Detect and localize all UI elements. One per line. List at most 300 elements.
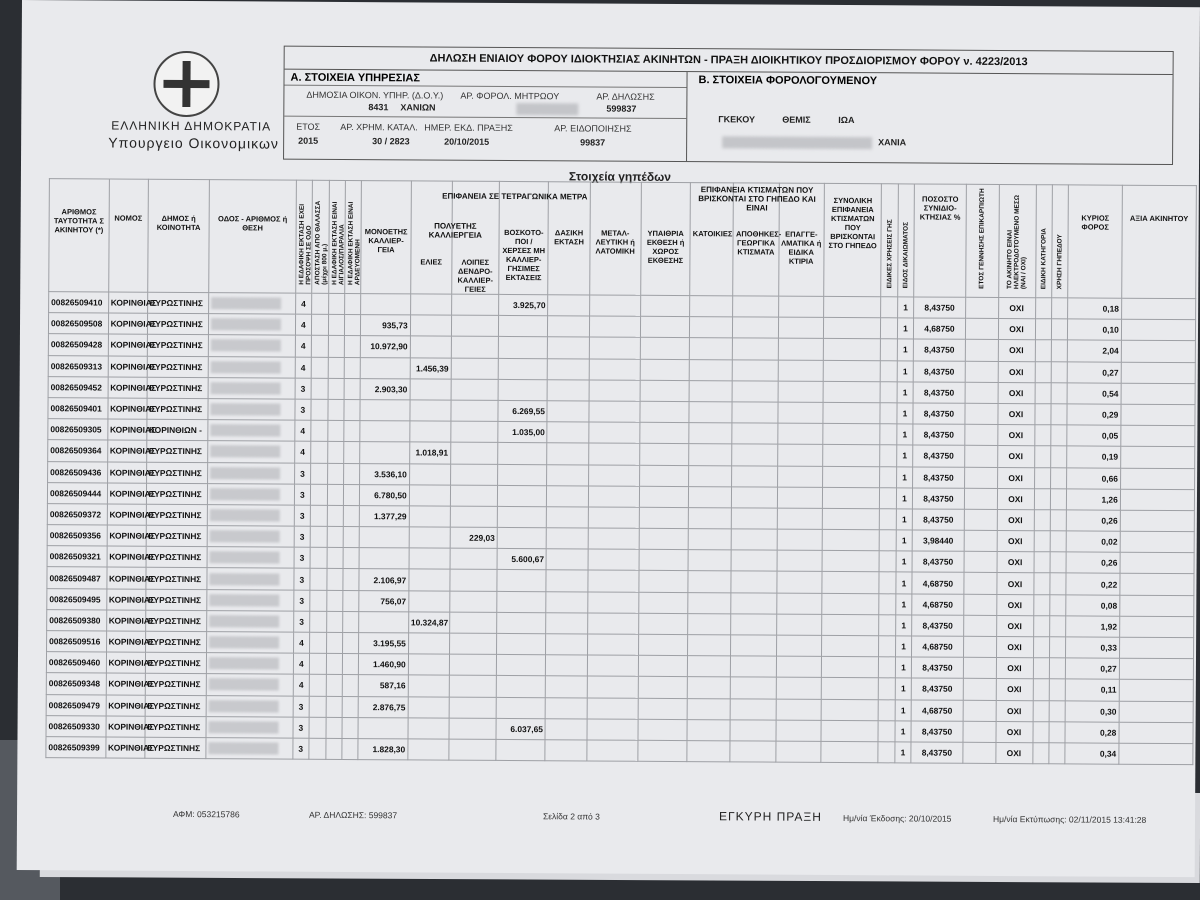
cell-axia xyxy=(1120,531,1194,553)
cell-id: 00826509372 xyxy=(47,504,107,526)
cell-voskotopoi xyxy=(497,527,546,548)
cell-synoliki xyxy=(823,402,881,424)
cell-odos xyxy=(209,293,295,315)
cell-meso: ΟΧΙ xyxy=(998,319,1035,340)
cell-eidos: 1 xyxy=(896,572,913,593)
cell-eidos: 1 xyxy=(895,636,912,657)
state-emblem-icon xyxy=(153,51,219,117)
document-page xyxy=(17,0,1200,877)
cell-dasiki xyxy=(546,549,587,570)
cell-monoeteis: 10.972,90 xyxy=(361,336,410,357)
cell-epaggelmatika xyxy=(777,550,822,571)
cell-etos-gen xyxy=(963,657,996,678)
cell-axia xyxy=(1121,362,1195,384)
cell-dasiki xyxy=(548,358,589,379)
cell-eidiki-kat xyxy=(1035,382,1052,403)
redacted-address xyxy=(722,136,872,149)
cell-synoliki xyxy=(822,593,880,615)
cell-irrigated xyxy=(342,675,359,696)
cell-axia xyxy=(1121,404,1195,426)
cell-dasiki xyxy=(546,697,587,718)
cell-nomos: ΚΟΡΙΝΘΙΑΣ xyxy=(107,483,146,504)
cell-eidikes xyxy=(881,339,898,360)
cell-katoikies xyxy=(689,380,732,401)
year-label: ΕΤΟΣ xyxy=(296,121,321,132)
cell-odos xyxy=(208,483,294,505)
cell-kyrios: 0,11 xyxy=(1066,679,1120,701)
cell-nomos: ΚΟΡΙΝΘΙΑΣ xyxy=(107,567,146,588)
cell-elies: 10.324,87 xyxy=(408,612,449,633)
cell-metalleytiki xyxy=(588,401,640,423)
cell-shore xyxy=(327,548,344,569)
col-voskotopoi: ΒΟΣΚΟΤΟ-ΠΟΙ / ΧΕΡΣΕΣ ΜΗ ΚΑΛΛΙΕΡ-ΓΗΣΙΜΕΣ ΕΚΤΑΣΕΙΣ xyxy=(499,181,549,294)
cell-voskotopoi xyxy=(496,676,545,697)
cell-dimos: ΕΥΡΩΣΤΙΝΗΣ xyxy=(147,356,209,378)
cell-axia xyxy=(1120,595,1194,617)
cell-epaggelmatika xyxy=(775,741,820,762)
cell-irrigated xyxy=(344,463,361,484)
cell-id: 00826509330 xyxy=(46,715,106,737)
cell-axia xyxy=(1120,468,1194,490)
cell-epaggelmatika xyxy=(778,402,823,423)
cell-epaggelmatika xyxy=(777,529,822,550)
cell-voskotopoi xyxy=(496,655,545,676)
cell-eidos: 1 xyxy=(897,318,914,339)
cell-pososto: 8,43750 xyxy=(913,361,965,383)
redacted-registry xyxy=(516,103,578,115)
col-ypaithria: ΥΠΑΙΘΡΙΑ ΕΚΘΕΣΗ ή ΧΩΡΟΣ ΕΚΘΕΣΗΣ xyxy=(641,182,691,295)
cell-epaggelmatika xyxy=(778,317,823,338)
cell-nomos: ΚΟΡΙΝΘΙΑΣ xyxy=(108,377,147,398)
cell-voskotopoi xyxy=(498,358,547,379)
cell-voskotopoi xyxy=(496,697,545,718)
cell-frontage: 4 xyxy=(293,675,310,696)
cell-monoeteis xyxy=(361,294,410,315)
doy-name: ΧΑΝΙΩΝ xyxy=(400,102,436,113)
cell-sea xyxy=(310,526,327,547)
cell-nomos: ΚΟΡΙΝΘΙΑΣ xyxy=(105,737,144,758)
cell-axia xyxy=(1119,743,1193,765)
cell-sea xyxy=(311,378,328,399)
cell-sea xyxy=(310,484,327,505)
cell-shore xyxy=(326,569,343,590)
cell-apothikes xyxy=(730,741,775,762)
cell-etos-gen xyxy=(964,530,997,551)
cell-dimos: ΕΥΡΩΣΤΙΝΗΣ xyxy=(147,292,209,314)
cell-ypaithria xyxy=(640,316,689,337)
cell-apothikes xyxy=(731,698,776,719)
cell-monoeteis: 1.828,30 xyxy=(358,739,407,760)
cell-sea xyxy=(312,314,329,335)
cell-eidikes xyxy=(880,466,897,487)
cell-xrisi xyxy=(1050,616,1067,637)
cell-eidikes xyxy=(880,424,897,445)
cell-katoikies xyxy=(690,317,733,338)
cell-eidiki-kat xyxy=(1035,319,1052,340)
cell-epaggelmatika xyxy=(777,572,822,593)
cell-irrigated xyxy=(344,421,361,442)
cell-nomos: ΚΟΡΙΝΘΙΑΣ xyxy=(107,462,146,483)
cell-sea xyxy=(310,548,327,569)
cell-loipes xyxy=(451,442,498,463)
cell-epaggelmatika xyxy=(776,720,821,741)
cell-metalleytiki xyxy=(588,464,640,486)
cell-shore xyxy=(327,420,344,441)
col-nomos: ΝΟΜΟΣ xyxy=(108,179,148,292)
cell-dimos: ΕΥΡΩΣΤΙΝΗΣ xyxy=(145,589,207,611)
cell-ypaithria xyxy=(638,655,687,676)
table-caption: Στοιχεία γηπέδων xyxy=(568,169,672,184)
cell-eidiki-kat xyxy=(1032,743,1049,764)
cell-eidiki-kat xyxy=(1035,361,1052,382)
cell-eidos: 1 xyxy=(896,551,913,572)
cell-axia xyxy=(1120,510,1194,532)
cell-kyrios: 0,27 xyxy=(1066,658,1120,680)
cell-katoikies xyxy=(689,359,732,380)
cell-xrisi xyxy=(1049,637,1066,658)
redacted-address xyxy=(210,530,280,542)
cell-dasiki xyxy=(547,485,588,506)
cell-id: 00826509460 xyxy=(46,652,106,674)
cell-irrigated xyxy=(344,442,361,463)
cell-id: 00826509444 xyxy=(47,482,107,504)
notice-value: 99837 xyxy=(580,137,606,148)
cell-voskotopoi: 5.600,67 xyxy=(497,549,546,570)
cell-eidos: 1 xyxy=(896,466,913,487)
cell-etos-gen xyxy=(964,424,997,445)
cell-voskotopoi xyxy=(497,612,546,633)
year-value: 2015 xyxy=(298,135,319,146)
cell-katoikies xyxy=(688,635,731,656)
cell-eidos: 1 xyxy=(895,678,912,699)
cell-irrigated xyxy=(343,590,360,611)
cell-shore xyxy=(326,717,343,738)
redacted-address xyxy=(211,340,281,352)
cell-irrigated xyxy=(344,315,361,336)
cell-epaggelmatika xyxy=(776,699,821,720)
cell-dasiki xyxy=(547,401,588,422)
cell-meso: ΟΧΙ xyxy=(997,446,1034,467)
cell-metalleytiki xyxy=(587,676,639,698)
cell-ypaithria xyxy=(640,359,689,380)
cell-eidos: 1 xyxy=(897,339,914,360)
cell-nomos: ΚΟΡΙΝΘΙΑΣ xyxy=(108,356,147,377)
cell-kyrios: 0,29 xyxy=(1067,404,1121,426)
cell-meso: ΟΧΙ xyxy=(996,658,1033,679)
cell-pososto: 8,43750 xyxy=(911,742,963,764)
col-apothikes: ΑΠΟΘΗΚΕΣ-ΓΕΩΡΓΙΚΑ ΚΤΙΣΜΑΤΑ xyxy=(733,183,779,296)
cell-loipes xyxy=(451,400,498,421)
cell-kyrios: 1,26 xyxy=(1067,489,1121,511)
cell-dimos: ΕΥΡΩΣΤΙΝΗΣ xyxy=(145,674,207,696)
cell-odos xyxy=(207,610,293,632)
cell-monoeteis: 1.460,90 xyxy=(359,654,408,675)
cell-elies xyxy=(410,294,451,315)
cell-elies xyxy=(409,548,450,569)
cell-nomos: ΚΟΡΙΝΘΙΑΣ xyxy=(108,313,147,334)
cell-meso: ΟΧΙ xyxy=(997,509,1034,530)
cell-sea xyxy=(309,696,326,717)
cell-axia xyxy=(1120,574,1194,596)
cell-metalleytiki xyxy=(587,719,639,741)
cell-katoikies xyxy=(688,592,731,613)
cell-kyrios: 0,30 xyxy=(1065,700,1119,722)
cell-voskotopoi xyxy=(497,633,546,654)
cell-shore xyxy=(327,484,344,505)
cell-frontage: 4 xyxy=(295,293,312,314)
cell-id: 00826509487 xyxy=(47,567,107,589)
cell-odos xyxy=(208,505,294,527)
cell-elies xyxy=(408,739,449,760)
cell-etos-gen xyxy=(964,552,997,573)
cell-eidos: 1 xyxy=(895,657,912,678)
cell-loipes xyxy=(450,548,497,569)
cell-irrigated xyxy=(343,569,360,590)
cell-xrisi xyxy=(1049,722,1066,743)
cell-meso: ΟΧΙ xyxy=(998,340,1035,361)
cell-voskotopoi xyxy=(498,485,547,506)
cell-frontage: 3 xyxy=(293,738,310,759)
cell-id: 00826509364 xyxy=(48,440,108,462)
cell-odos xyxy=(206,695,292,717)
cell-eidiki-kat xyxy=(1033,658,1050,679)
cell-loipes xyxy=(449,718,496,739)
cell-meso: ΟΧΙ xyxy=(998,382,1035,403)
cell-katoikies xyxy=(689,486,732,507)
col-katoikies: ΕΠΙΦΑΝΕΙΑ ΚΤΙΣΜΑΤΩΝ ΠΟΥ ΒΡΙΣΚΟΝΤΑΙ ΣΤΟ ΓΗΠΕΔΟ ΚΑΙ ΕΙΝΑΙ ΚΑΤΟΙΚΙΕΣ xyxy=(690,183,734,296)
cell-odos xyxy=(208,377,294,399)
cell-shore xyxy=(328,293,345,314)
cell-dasiki xyxy=(547,507,588,528)
cell-odos xyxy=(207,589,293,611)
cell-apothikes xyxy=(732,529,777,550)
cell-dasiki xyxy=(545,718,586,739)
col-metalleytiki: ΜΕΤΑΛ-ΛΕΥΤΙΚΗ ή ΛΑΤΟΜΙΚΗ xyxy=(589,182,641,295)
cell-synoliki xyxy=(821,614,879,636)
cell-pososto: 3,98440 xyxy=(912,530,964,552)
cell-katoikies xyxy=(689,507,732,528)
cell-apothikes xyxy=(732,444,777,465)
cell-xrisi xyxy=(1050,594,1067,615)
cell-ypaithria xyxy=(639,486,688,507)
properties-table xyxy=(45,178,1197,765)
cell-eidikes xyxy=(880,487,897,508)
cell-pososto: 8,43750 xyxy=(913,488,965,510)
cell-dimos: ΕΥΡΩΣΤΙΝΗΣ xyxy=(147,398,209,420)
col-kyrios: ΚΥΡΙΟΣ ΦΟΡΟΣ xyxy=(1068,185,1122,298)
cell-pososto: 8,43750 xyxy=(912,551,964,573)
cell-etos-gen xyxy=(964,488,997,509)
cell-eidikes xyxy=(881,360,898,381)
cell-dimos: ΕΥΡΩΣΤΙΝΗΣ xyxy=(147,377,209,399)
cell-apothikes xyxy=(731,677,776,698)
col-meso: ΤΟ ΑΚΙΝΗΤΟ ΕΙΝΑΙ ΗΛΕΚΤΡΟΔΟΤΟΥΜΕΝΟ ΜΕΣΩ (ΝΑΙ / ΟΧΙ) xyxy=(998,184,1036,297)
cell-sea xyxy=(311,357,328,378)
col-dasiki: ΔΑΣΙΚΗ ΕΚΤΑΣΗ xyxy=(548,182,590,295)
cell-metalleytiki xyxy=(589,380,641,402)
cell-loipes xyxy=(449,697,496,718)
cell-kyrios: 0,18 xyxy=(1068,298,1122,320)
cell-nomos: ΚΟΡΙΝΘΙΑΣ xyxy=(108,398,147,419)
cell-irrigated xyxy=(345,293,362,314)
cell-dimos: ΕΥΡΩΣΤΙΝΗΣ xyxy=(145,737,207,759)
cell-loipes xyxy=(449,612,496,633)
cell-frontage: 3 xyxy=(293,696,310,717)
cell-elies xyxy=(408,590,449,611)
cell-etos-gen xyxy=(963,679,996,700)
cell-loipes xyxy=(449,675,496,696)
cell-dasiki xyxy=(547,379,588,400)
cell-nomos: ΚΟΡΙΝΘΙΑΣ xyxy=(107,525,146,546)
cell-eidos: 1 xyxy=(896,509,913,530)
cell-monoeteis: 2.106,97 xyxy=(359,569,408,590)
cell-monoeteis: 1.377,29 xyxy=(360,505,409,526)
redacted-address xyxy=(210,509,280,521)
cell-elies xyxy=(408,654,449,675)
redacted-address xyxy=(209,657,279,669)
cell-meso: ΟΧΙ xyxy=(996,636,1033,657)
cell-voskotopoi xyxy=(497,591,546,612)
cell-ypaithria xyxy=(640,401,689,422)
cell-xrisi xyxy=(1050,552,1067,573)
cell-sea xyxy=(311,442,328,463)
col-seashore: Η ΕΔΑΦΙΚΗ ΕΚΤΑΣΗ ΕΙΝΑΙ ΑΙΓΙΑΛΟΣ/ΠΑΡΑΛΙΑ xyxy=(328,180,345,293)
cell-ypaithria xyxy=(640,444,689,465)
cell-ypaithria xyxy=(639,550,688,571)
redacted-address xyxy=(211,297,281,309)
cell-elies xyxy=(410,421,451,442)
cell-dimos: ΕΥΡΩΣΤΙΝΗΣ xyxy=(146,547,208,569)
cell-eidiki-kat xyxy=(1034,488,1051,509)
cell-ypaithria xyxy=(639,528,688,549)
cell-ypaithria xyxy=(639,592,688,613)
col-xrisi: ΧΡΗΣΗ ΓΗΠΕΔΟΥ xyxy=(1052,185,1069,298)
cell-monoeteis: 587,16 xyxy=(359,675,408,696)
cell-metalleytiki xyxy=(589,316,641,338)
cell-eidos: 1 xyxy=(897,360,914,381)
cell-irrigated xyxy=(343,484,360,505)
cell-synoliki xyxy=(821,657,879,679)
cell-shore xyxy=(328,315,345,336)
cell-eidos: 1 xyxy=(897,424,914,445)
cell-sea xyxy=(310,632,327,653)
cell-katoikies xyxy=(690,338,733,359)
cell-xrisi xyxy=(1050,573,1067,594)
cell-axia xyxy=(1119,616,1193,638)
cell-frontage: 4 xyxy=(294,420,311,441)
footer-afm: ΑΦΜ: 053215786 xyxy=(173,808,240,820)
cell-monoeteis xyxy=(360,527,409,548)
cell-shore xyxy=(325,738,342,759)
cell-meso: ΟΧΙ xyxy=(995,742,1032,763)
doy-label: ΔΗΜΟΣΙΑ ΟΙΚΟΝ. ΥΠΗΡ. (Δ.Ο.Υ.) xyxy=(306,89,444,101)
cell-epaggelmatika xyxy=(777,487,822,508)
cell-eidikes xyxy=(880,382,897,403)
cell-katoikies xyxy=(687,741,730,762)
cell-odos xyxy=(208,462,294,484)
cell-katoikies xyxy=(690,296,733,317)
cell-odos xyxy=(209,335,295,357)
registry-label: ΑΡ. ΦΟΡΟΛ. ΜΗΤΡΩΟΥ xyxy=(460,90,560,102)
cell-elies xyxy=(409,485,450,506)
cell-id: 00826509479 xyxy=(46,694,106,716)
cell-odos xyxy=(207,526,293,548)
cell-metalleytiki xyxy=(587,613,639,635)
cell-ypaithria xyxy=(639,507,688,528)
cell-xrisi xyxy=(1051,319,1068,340)
cell-id: 00826509436 xyxy=(48,461,108,483)
cell-elies xyxy=(409,569,450,590)
cell-xrisi xyxy=(1049,658,1066,679)
cell-xrisi xyxy=(1051,404,1068,425)
cell-id: 00826509356 xyxy=(47,525,107,547)
cell-xrisi xyxy=(1051,446,1068,467)
cell-eidikes xyxy=(881,318,898,339)
cell-dimos: ΕΥΡΩΣΤΙΝΗΣ xyxy=(145,610,207,632)
cell-axia xyxy=(1120,447,1194,469)
cell-loipes xyxy=(451,421,498,442)
cell-irrigated xyxy=(342,632,359,653)
cell-etos-gen xyxy=(965,382,998,403)
cell-sea xyxy=(309,717,326,738)
cell-loipes xyxy=(451,379,498,400)
cell-epaggelmatika xyxy=(776,677,821,698)
cell-katoikies xyxy=(689,402,732,423)
cell-odos xyxy=(207,632,293,654)
cell-eidiki-kat xyxy=(1034,531,1051,552)
cell-voskotopoi xyxy=(498,379,547,400)
cell-etos-gen xyxy=(965,318,998,339)
cell-apothikes xyxy=(732,487,777,508)
cell-kyrios: 0,26 xyxy=(1066,552,1120,574)
cell-synoliki xyxy=(823,424,881,446)
cell-dimos: ΕΥΡΩΣΤΙΝΗΣ xyxy=(146,525,208,547)
cell-dasiki xyxy=(546,676,587,697)
cell-dasiki xyxy=(547,422,588,443)
cell-eidiki-kat xyxy=(1034,404,1051,425)
cell-meso: ΟΧΙ xyxy=(997,552,1034,573)
cell-pososto: 8,43750 xyxy=(913,403,965,425)
cell-elies xyxy=(409,506,450,527)
taxpayer-name: ΘΕΜΙΣ xyxy=(782,114,811,125)
cell-eidikes xyxy=(879,657,896,678)
cell-eidikes xyxy=(880,509,897,530)
cell-monoeteis xyxy=(360,442,409,463)
cell-ypaithria xyxy=(640,338,689,359)
cell-frontage: 3 xyxy=(293,717,310,738)
ministry-label: Υπουργειο Οικονομικων xyxy=(108,134,279,152)
cell-elies xyxy=(409,527,450,548)
cell-dimos: ΕΥΡΩΣΤΙΝΗΣ xyxy=(146,504,208,526)
cell-etos-gen xyxy=(963,700,996,721)
cell-meso: ΟΧΙ xyxy=(996,615,1033,636)
cell-frontage: 3 xyxy=(295,399,312,420)
cell-katoikies xyxy=(687,719,730,740)
col-synoliki: ΣΥΝΟΛΙΚΗ ΕΠΙΦΑΝΕΙΑ ΚΤΙΣΜΑΤΩΝ ΠΟΥ ΒΡΙΣΚΟΝΤΑΙ ΣΤΟ ΓΗΠΕΔΟ xyxy=(824,183,882,296)
cell-elies xyxy=(410,336,451,357)
cell-apothikes xyxy=(732,465,777,486)
cell-xrisi xyxy=(1049,679,1066,700)
cell-etos-gen xyxy=(965,340,998,361)
cell-dasiki xyxy=(546,613,587,634)
cell-nomos: ΚΟΡΙΝΘΙΑΣ xyxy=(106,652,145,673)
cell-apothikes xyxy=(732,402,777,423)
redacted-address xyxy=(209,615,279,627)
cell-shore xyxy=(327,526,344,547)
cell-irrigated xyxy=(343,611,360,632)
col-etos-gen: ΕΤΟΣ ΓΕΝΝΗΣΗΣ ΕΠΙΚΑΡΠΙΩΤΗ xyxy=(965,184,999,297)
cell-meso: ΟΧΙ xyxy=(996,594,1033,615)
